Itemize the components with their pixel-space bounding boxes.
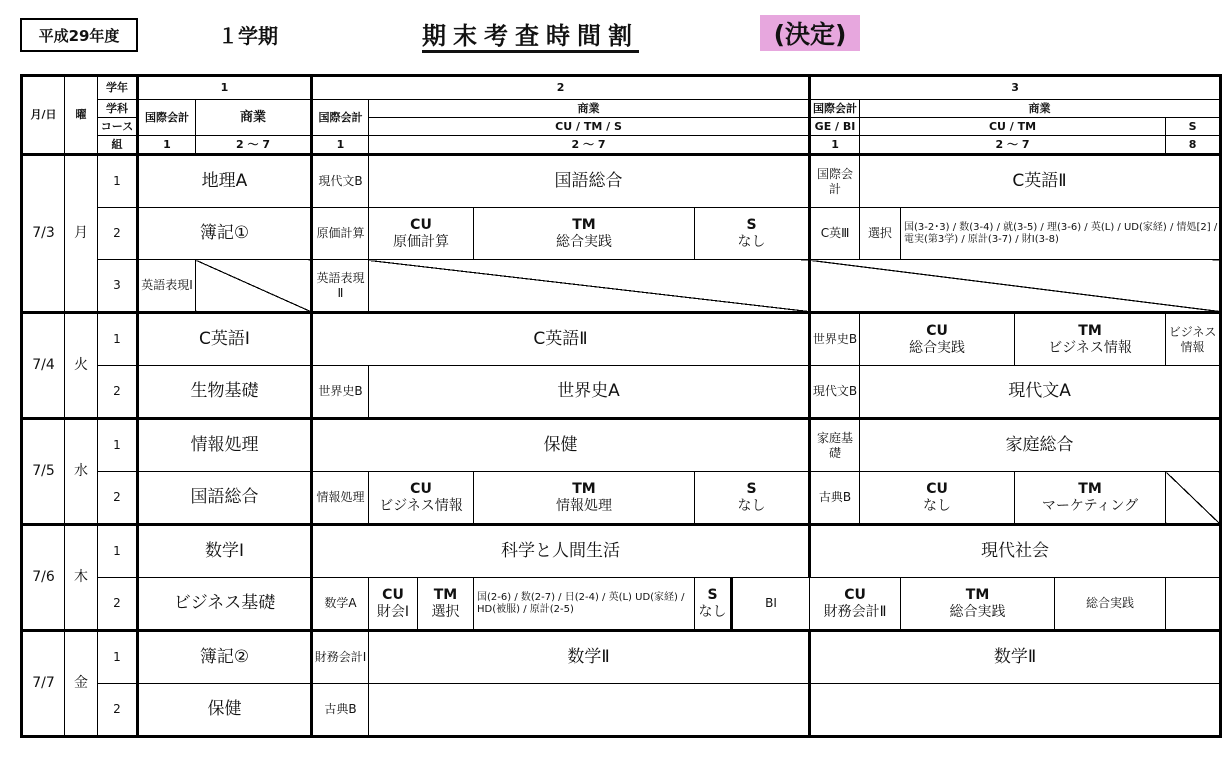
exam-subject: 数学A (312, 578, 369, 631)
dept-row-label: 学科 (98, 100, 138, 118)
course-label: TM (1078, 480, 1102, 497)
period-cell: 1 (98, 155, 138, 208)
g2-dept-commerce: 商業 (369, 100, 810, 118)
date-cell: 7/5 (22, 419, 65, 525)
g2-course-cu-tm-s: CU / TM / S (369, 118, 810, 136)
date-cell: 7/6 (22, 525, 65, 631)
weekday-cell: 金 (65, 631, 98, 737)
empty-cell (810, 684, 1221, 737)
no-exam-slash (369, 260, 810, 313)
g2-class-b: 2 ～ 7 (369, 136, 810, 155)
course-exam-cu (369, 472, 474, 525)
exam-subject: BI (732, 578, 810, 631)
period-cell: 2 (98, 208, 138, 260)
course-label: TM (433, 586, 458, 603)
course-subject: 原価計算 (393, 233, 449, 250)
exam-subject: 保健 (138, 684, 312, 737)
course-label: S (746, 216, 757, 233)
course-subject: ビジネス情報 (379, 497, 463, 514)
exam-subject: 数学Ⅱ (810, 631, 1221, 684)
course-subject: 総合実践 (556, 233, 612, 250)
page-title: 期末考査時間割 (422, 22, 639, 50)
exam-subject: 英語表現Ⅱ (312, 260, 369, 313)
exam-subject: C英Ⅲ (810, 208, 860, 260)
grade-row-label: 学年 (98, 76, 138, 100)
g2-class-a: 1 (312, 136, 369, 155)
exam-subject: 世界史B (312, 366, 369, 419)
exam-subject: 科学と人間生活 (312, 525, 810, 578)
exam-subject: 生物基礎 (138, 366, 312, 419)
course-label: TM (572, 480, 596, 497)
no-exam-slash (1166, 472, 1221, 525)
exam-subject: 現代文A (860, 366, 1221, 419)
class-row-label: 組 (98, 136, 138, 155)
course-exam-s: ビジネス情報 (1166, 313, 1221, 366)
exam-subject: 地理A (138, 155, 312, 208)
g3-course-ge-bi: GE / BI (810, 118, 860, 136)
course-exam-tm (1015, 313, 1166, 366)
course-exam-cu (860, 313, 1015, 366)
course-label: TM (572, 216, 596, 233)
period-cell: 2 (98, 472, 138, 525)
weekday-column-header: 曜 (65, 76, 98, 155)
status-badge: (決定) (760, 15, 860, 51)
g3-class-b: 2 ～ 7 (860, 136, 1166, 155)
g1-class-a: 1 (138, 136, 196, 155)
course-label: CU (410, 480, 432, 497)
course-row-label: コース (98, 118, 138, 136)
exam-subject: 古典B (810, 472, 860, 525)
course-subject: 総合実践 (909, 339, 966, 356)
elective-list: 国(3-2･3) / 数(3-4) / 就(3-5) / 理(3-6) / 英(L) / UD(家経) / 情処[2] / 電実(第3学) / 原計(3-7) / 財Ⅰ(3-8) (901, 208, 1221, 260)
empty-cell (369, 684, 810, 737)
course-subject: なし (737, 233, 766, 250)
course-label: S (746, 480, 757, 497)
period-cell: 2 (98, 578, 138, 631)
course-exam-cu (810, 578, 901, 631)
exam-subject: 国語総合 (138, 472, 312, 525)
period-cell: 3 (98, 260, 138, 313)
exam-subject: 世界史B (810, 313, 860, 366)
course-subject: ビジネス情報 (1048, 339, 1132, 356)
g1-dept-intl: 国際会計 (138, 100, 196, 136)
year-label: 平成29年度 (20, 18, 138, 52)
course-exam-s (695, 578, 732, 631)
weekday-cell: 木 (65, 525, 98, 631)
exam-subject: 国際会計 (810, 155, 860, 208)
course-exam-s: 総合実践 (1055, 578, 1166, 631)
exam-subject: 情報処理 (312, 472, 369, 525)
course-exam-tm (418, 578, 474, 631)
exam-subject: 世界史A (369, 366, 810, 419)
date-column-header: 月/日 (22, 76, 65, 155)
weekday-cell: 月 (65, 155, 98, 313)
exam-timetable (20, 74, 1222, 738)
grade-1-header: 1 (138, 76, 312, 100)
exam-subject: C英語Ⅱ (312, 313, 810, 366)
course-subject: マーケティング (1041, 497, 1139, 514)
course-label: S (707, 586, 718, 603)
exam-subject: 家庭総合 (860, 419, 1221, 472)
exam-subject: 英語表現Ⅰ (138, 260, 196, 313)
course-label: CU (926, 322, 948, 339)
course-subject: 財会Ⅰ (376, 603, 410, 620)
date-cell: 7/7 (22, 631, 65, 737)
course-label: CU (844, 586, 866, 603)
exam-subject: 古典B (312, 684, 369, 737)
exam-subject: 簿記① (138, 208, 312, 260)
weekday-cell: 火 (65, 313, 98, 419)
exam-subject: 簿記② (138, 631, 312, 684)
course-exam-cu (369, 208, 474, 260)
course-subject: なし (737, 497, 766, 514)
exam-subject: 国語総合 (369, 155, 810, 208)
no-exam-slash (810, 260, 1221, 313)
period-cell: 1 (98, 631, 138, 684)
course-subject: 情報処理 (556, 497, 612, 514)
g3-class-a: 1 (810, 136, 860, 155)
g3-course-s: S (1166, 118, 1221, 136)
course-label: TM (965, 586, 990, 603)
date-cell: 7/4 (22, 313, 65, 419)
period-cell: 1 (98, 313, 138, 366)
course-subject: なし (698, 603, 727, 620)
exam-subject: 数学Ⅰ (138, 525, 312, 578)
course-label: CU (410, 216, 432, 233)
date-cell: 7/3 (22, 155, 65, 313)
g3-class-c: 8 (1166, 136, 1221, 155)
elective-label: 選択 (860, 208, 901, 260)
course-subject: 総合実践 (949, 603, 1006, 620)
course-exam-tm (474, 208, 695, 260)
exam-subject: 現代社会 (810, 525, 1221, 578)
period-cell: 1 (98, 525, 138, 578)
elective-list: 国(2-6) / 数(2-7) / 日(2-4) / 英(L) UD(家経) / HD(被服) / 原計(2-5) (474, 578, 695, 631)
exam-subject: 数学Ⅱ (369, 631, 810, 684)
course-label: TM (1078, 322, 1102, 339)
period-cell: 2 (98, 684, 138, 737)
period-cell: 2 (98, 366, 138, 419)
course-exam-cu (860, 472, 1015, 525)
exam-subject: 財務会計Ⅰ (312, 631, 369, 684)
exam-subject: 保健 (312, 419, 810, 472)
grade-2-header: 2 (312, 76, 810, 100)
exam-subject: 家庭基礎 (810, 419, 860, 472)
g1-class-b: 2 ～ 7 (196, 136, 312, 155)
course-subject: なし (923, 497, 952, 514)
g1-dept-commerce: 商業 (196, 100, 312, 136)
course-exam-tm (1015, 472, 1166, 525)
exam-subject: 情報処理 (138, 419, 312, 472)
g3-dept-commerce: 商業 (860, 100, 1221, 118)
period-cell: 1 (98, 419, 138, 472)
exam-subject: ビジネス基礎 (138, 578, 312, 631)
exam-subject: 現代文B (312, 155, 369, 208)
course-subject: 財務会計Ⅱ (823, 603, 887, 620)
exam-subject: C英語Ⅱ (860, 155, 1221, 208)
course-exam-tm (474, 472, 695, 525)
no-exam-slash (196, 260, 312, 313)
course-label: CU (382, 586, 404, 603)
exam-subject: 原価計算 (312, 208, 369, 260)
g2-dept-intl: 国際会計 (312, 100, 369, 136)
semester-label: １学期 (218, 24, 278, 48)
course-exam-cu (369, 578, 418, 631)
course-exam-s (695, 208, 810, 260)
weekday-cell: 水 (65, 419, 98, 525)
exam-subject: C英語Ⅰ (138, 313, 312, 366)
g3-course-cu-tm: CU / TM (860, 118, 1166, 136)
exam-subject: 現代文B (810, 366, 860, 419)
grade-3-header: 3 (810, 76, 1221, 100)
course-exam-tm (901, 578, 1055, 631)
course-exam-s (695, 472, 810, 525)
course-label: CU (926, 480, 948, 497)
g3-dept-intl: 国際会計 (810, 100, 860, 118)
course-subject: 選択 (431, 603, 460, 620)
